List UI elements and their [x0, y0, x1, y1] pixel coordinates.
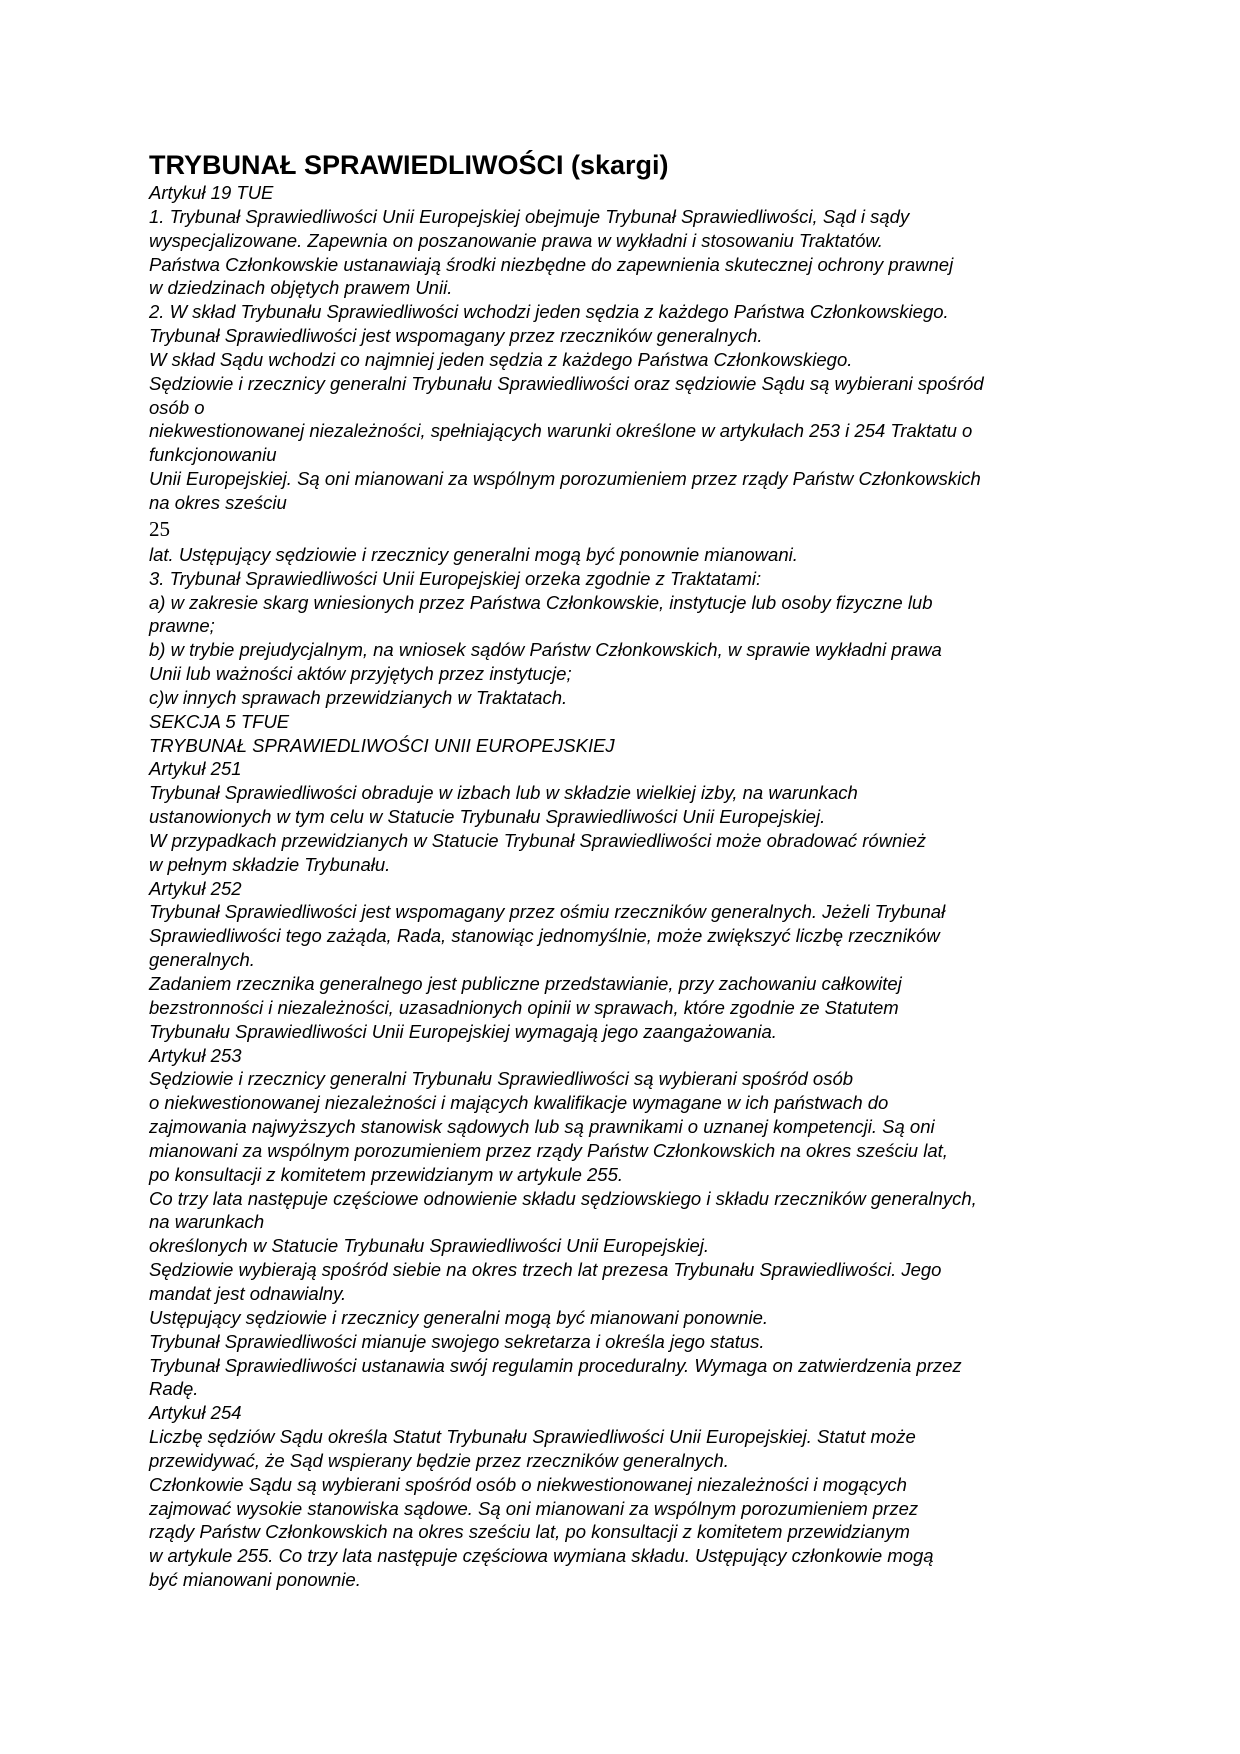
document-body: [149, 181, 1209, 1592]
text-line: bezstronności i niezależności, uzasadnionych opinii w sprawach, które zgodnie ze Statutem: [149, 996, 899, 1018]
text-line: Zadaniem rzecznika generalnego jest publiczne przedstawianie, przy zachowaniu całkowitej: [149, 973, 902, 994]
text-line: Trybunał Sprawiedliwości obraduje w izbach lub w składzie wielkiej izby, na warunkach: [149, 782, 858, 804]
text-line: o niekwestionowanej niezależności i mających kwalifikacje wymagane w ich państwach do: [149, 1092, 889, 1114]
text-line: Sprawiedliwości tego zażąda, Rada, stanowiąc jednomyślnie, może zwiększyć liczbę rzeczników: [149, 925, 940, 947]
text-line: Co trzy lata następuje częściowe odnowienie składu sędziowskiego i składu rzeczników generalnych,: [149, 1187, 977, 1209]
text-line: Trybunał Sprawiedliwości mianuje swojego sekretarza i określa jego status.: [149, 1330, 765, 1352]
text-line: Państwa Członkowskie ustanawiają środki niezbędne do zapewnienia skutecznej ochrony prawnej: [149, 253, 954, 275]
text-line: w artykule 255. Co trzy lata następuje częściowa wymiana składu. Ustępujący członkowie mogą: [149, 1545, 934, 1567]
text-line: zajmować wysokie stanowiska sądowe. Są oni mianowani za wspólnym porozumieniem przez: [149, 1497, 919, 1519]
text-line: Artykuł 253: [149, 1044, 242, 1066]
text-line: TRYBUNAŁ SPRAWIEDLIWOŚCI UNII EUROPEJSKIEJ: [149, 734, 615, 756]
text-line: Artykuł 251: [149, 758, 242, 780]
text-line: określonych w Statucie Trybunału Sprawiedliwości Unii Europejskiej.: [149, 1235, 710, 1257]
text-line: w pełnym składzie Trybunału.: [149, 853, 391, 875]
text-line: 3. Trybunał Sprawiedliwości Unii Europejskiej orzeka zgodnie z Traktatami:: [149, 567, 762, 589]
text-line: c)w innych sprawach przewidzianych w Traktatach.: [149, 686, 568, 708]
text-line: Trybunał Sprawiedliwości jest wspomagany przez ośmiu rzeczników generalnych. Jeżeli Trybunał: [149, 901, 946, 923]
text-line: Trybunał Sprawiedliwości jest wspomagany przez rzeczników generalnych.: [149, 325, 763, 347]
text-line: Artykuł 254: [149, 1402, 242, 1424]
text-line: W skład Sądu wchodzi co najmniej jeden sędzia z każdego Państwa Członkowskiego.: [149, 348, 853, 370]
text-line: a) w zakresie skarg wniesionych przez Państwa Członkowskie, instytucje lub osoby fizyczne lub: [149, 591, 933, 613]
text-line: wyspecjalizowane. Zapewnia on poszanowanie prawa w wykładni i stosowaniu Traktatów.: [149, 229, 883, 251]
text-line: funkcjonowaniu: [149, 444, 277, 466]
text-line: Trybunał Sprawiedliwości ustanawia swój regulamin proceduralny. Wymaga on zatwierdzenia przez: [149, 1354, 962, 1376]
text-line: Artykuł 252: [149, 877, 242, 899]
text-line: Ustępujący sędziowie i rzecznicy generalni mogą być mianowani ponownie.: [149, 1306, 769, 1328]
text-line: po konsultacji z komitetem przewidzianym w artykule 255.: [149, 1163, 623, 1185]
text-line: być mianowani ponownie.: [149, 1569, 361, 1591]
text-line: lat. Ustępujący sędziowie i rzecznicy generalni mogą być ponownie mianowani.: [149, 543, 798, 565]
text-line: ustanowionych w tym celu w Statucie Trybunału Sprawiedliwości Unii Europejskiej.: [149, 806, 826, 828]
text-line: SEKCJA 5 TFUE: [149, 710, 290, 732]
text-line: generalnych.: [149, 949, 255, 971]
text-line: Trybunału Sprawiedliwości Unii Europejskiej wymagają jego zaangażowania.: [149, 1020, 777, 1042]
text-line: zajmowania najwyższych stanowisk sądowych lub są prawnikami o uznanej kompetencji. Są oni: [149, 1116, 935, 1138]
text-line: mandat jest odnawialny.: [149, 1282, 347, 1304]
text-line: prawne;: [149, 615, 215, 637]
text-line: przewidywać, że Sąd wspierany będzie przez rzeczników generalnych.: [149, 1449, 729, 1471]
text-line: 1. Trybunał Sprawiedliwości Unii Europejskiej obejmuje Trybunał Sprawiedliwości, Sąd i sądy: [149, 205, 910, 227]
text-line: osób o: [149, 396, 205, 418]
text-line: na okres sześciu: [149, 491, 287, 513]
text-line: Sędziowie i rzecznicy generalni Trybunału Sprawiedliwości są wybierani spośród osób: [149, 1068, 854, 1090]
text-line: Radę.: [149, 1378, 199, 1400]
text-line: Sędziowie wybierają spośród siebie na okres trzech lat prezesa Trybunału Sprawiedliwości. Jego: [149, 1259, 942, 1281]
text-line: mianowani za wspólnym porozumieniem przez rządy Państw Członkowskich na okres sześciu lat,: [149, 1139, 948, 1161]
text-line: b) w trybie prejudycjalnym, na wniosek sądów Państw Członkowskich, w sprawie wykładni prawa: [149, 639, 942, 661]
document-title: TRYBUNAŁ SPRAWIEDLIWOŚCI (skargi): [149, 150, 669, 180]
text-line: Artykuł 19 TUE: [149, 182, 274, 203]
text-line: Unii lub ważności aktów przyjętych przez instytucje;: [149, 663, 572, 685]
text-line: na warunkach: [149, 1211, 265, 1233]
text-line: Liczbę sędziów Sądu określa Statut Trybunału Sprawiedliwości Unii Europejskiej. Statut może: [149, 1426, 916, 1448]
text-line: Sędziowie i rzecznicy generalni Trybunału Sprawiedliwości oraz sędziowie Sądu są wybierani spośród: [149, 372, 984, 394]
page-number: 25: [149, 516, 170, 541]
text-line: 2. W skład Trybunału Sprawiedliwości wchodzi jeden sędzia z każdego Państwa Członkowskiego.: [149, 301, 949, 323]
text-line: rządy Państw Członkowskich na okres sześciu lat, po konsultacji z komitetem przewidzianym: [149, 1521, 910, 1543]
text-line: niekwestionowanej niezależności, spełniających warunki określone w artykułach 253 i 254 Traktatu o: [149, 420, 973, 442]
text-line: Unii Europejskiej. Są oni mianowani za wspólnym porozumieniem przez rządy Państw Członkowskich: [149, 468, 981, 490]
text-line: w dziedzinach objętych prawem Unii.: [149, 277, 453, 299]
text-line: Członkowie Sądu są wybierani spośród osób o niekwestionowanej niezależności i mogących: [149, 1473, 907, 1495]
text-line: W przypadkach przewidzianych w Statucie Trybunał Sprawiedliwości może obradować również: [149, 829, 926, 851]
